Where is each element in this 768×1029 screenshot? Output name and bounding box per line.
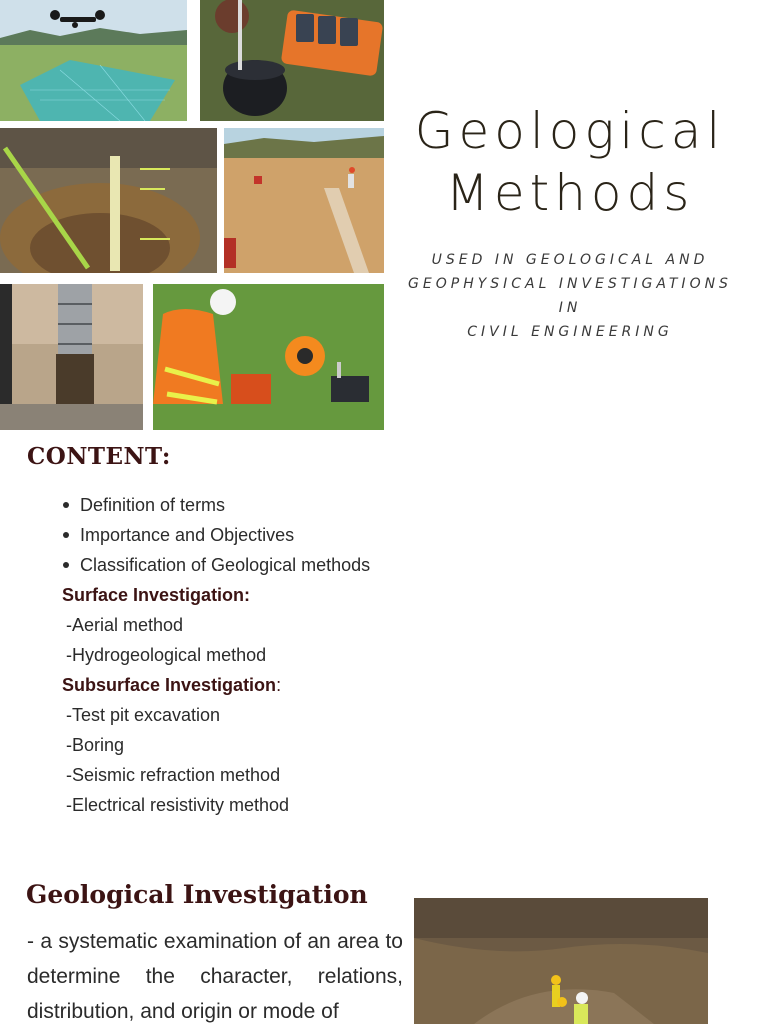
bullet-item bbox=[62, 520, 462, 550]
subtitle-line-2: GEOPHYSICAL INVESTIGATIONS IN bbox=[408, 276, 732, 316]
sub-item bbox=[62, 790, 462, 820]
sub-item bbox=[62, 700, 462, 730]
bullet-item bbox=[62, 550, 462, 580]
excavation-site-photo bbox=[414, 898, 708, 1024]
item-text: Subsurface Investigation bbox=[62, 675, 277, 695]
section-heading bbox=[62, 670, 462, 700]
title-line-1: Geological bbox=[414, 102, 726, 160]
drone-survey-photo bbox=[0, 0, 187, 121]
sub-item bbox=[62, 760, 462, 790]
electrical-resistivity-photo bbox=[153, 284, 384, 430]
item-text: Importance and Objectives bbox=[80, 525, 295, 545]
water-meter-photo bbox=[200, 0, 384, 121]
item-suffix: : bbox=[276, 675, 282, 695]
content-heading: CONTENT: bbox=[27, 443, 171, 470]
item-text: -Electrical resistivity method bbox=[66, 795, 290, 815]
page-title bbox=[400, 100, 740, 224]
test-pit-profile-photo bbox=[0, 128, 217, 273]
geological-investigation-text bbox=[27, 924, 403, 1029]
field-survey-photo bbox=[224, 128, 384, 273]
sub-item bbox=[62, 610, 462, 640]
item-text: Definition of terms bbox=[80, 495, 226, 515]
item-text: Surface Investigation: bbox=[62, 585, 251, 605]
item-text: -Aerial method bbox=[66, 615, 184, 635]
item-text: Classification of Geological methods bbox=[80, 555, 371, 575]
subtitle-line-3: CIVIL ENGINEERING bbox=[467, 324, 673, 340]
geological-investigation-heading: Geological Investigation bbox=[26, 880, 368, 909]
title-line-2: Methods bbox=[445, 164, 695, 222]
section-heading bbox=[62, 580, 462, 610]
sub-item bbox=[62, 640, 462, 670]
definition-paragraph: - a systematic examination of an area to determine the character, relations, distribution, and origin or mode of bbox=[27, 930, 403, 1023]
content-list bbox=[62, 490, 462, 820]
sub-item bbox=[62, 730, 462, 760]
item-text: -Test pit excavation bbox=[66, 705, 221, 725]
item-text: -Hydrogeological method bbox=[66, 645, 267, 665]
item-text: -Boring bbox=[66, 735, 125, 755]
item-text: -Seismic refraction method bbox=[66, 765, 281, 785]
drilling-auger-photo bbox=[0, 284, 143, 430]
bullet-item bbox=[62, 490, 462, 520]
page-subtitle bbox=[396, 248, 744, 344]
subtitle-line-1: USED IN GEOLOGICAL AND bbox=[431, 252, 709, 268]
